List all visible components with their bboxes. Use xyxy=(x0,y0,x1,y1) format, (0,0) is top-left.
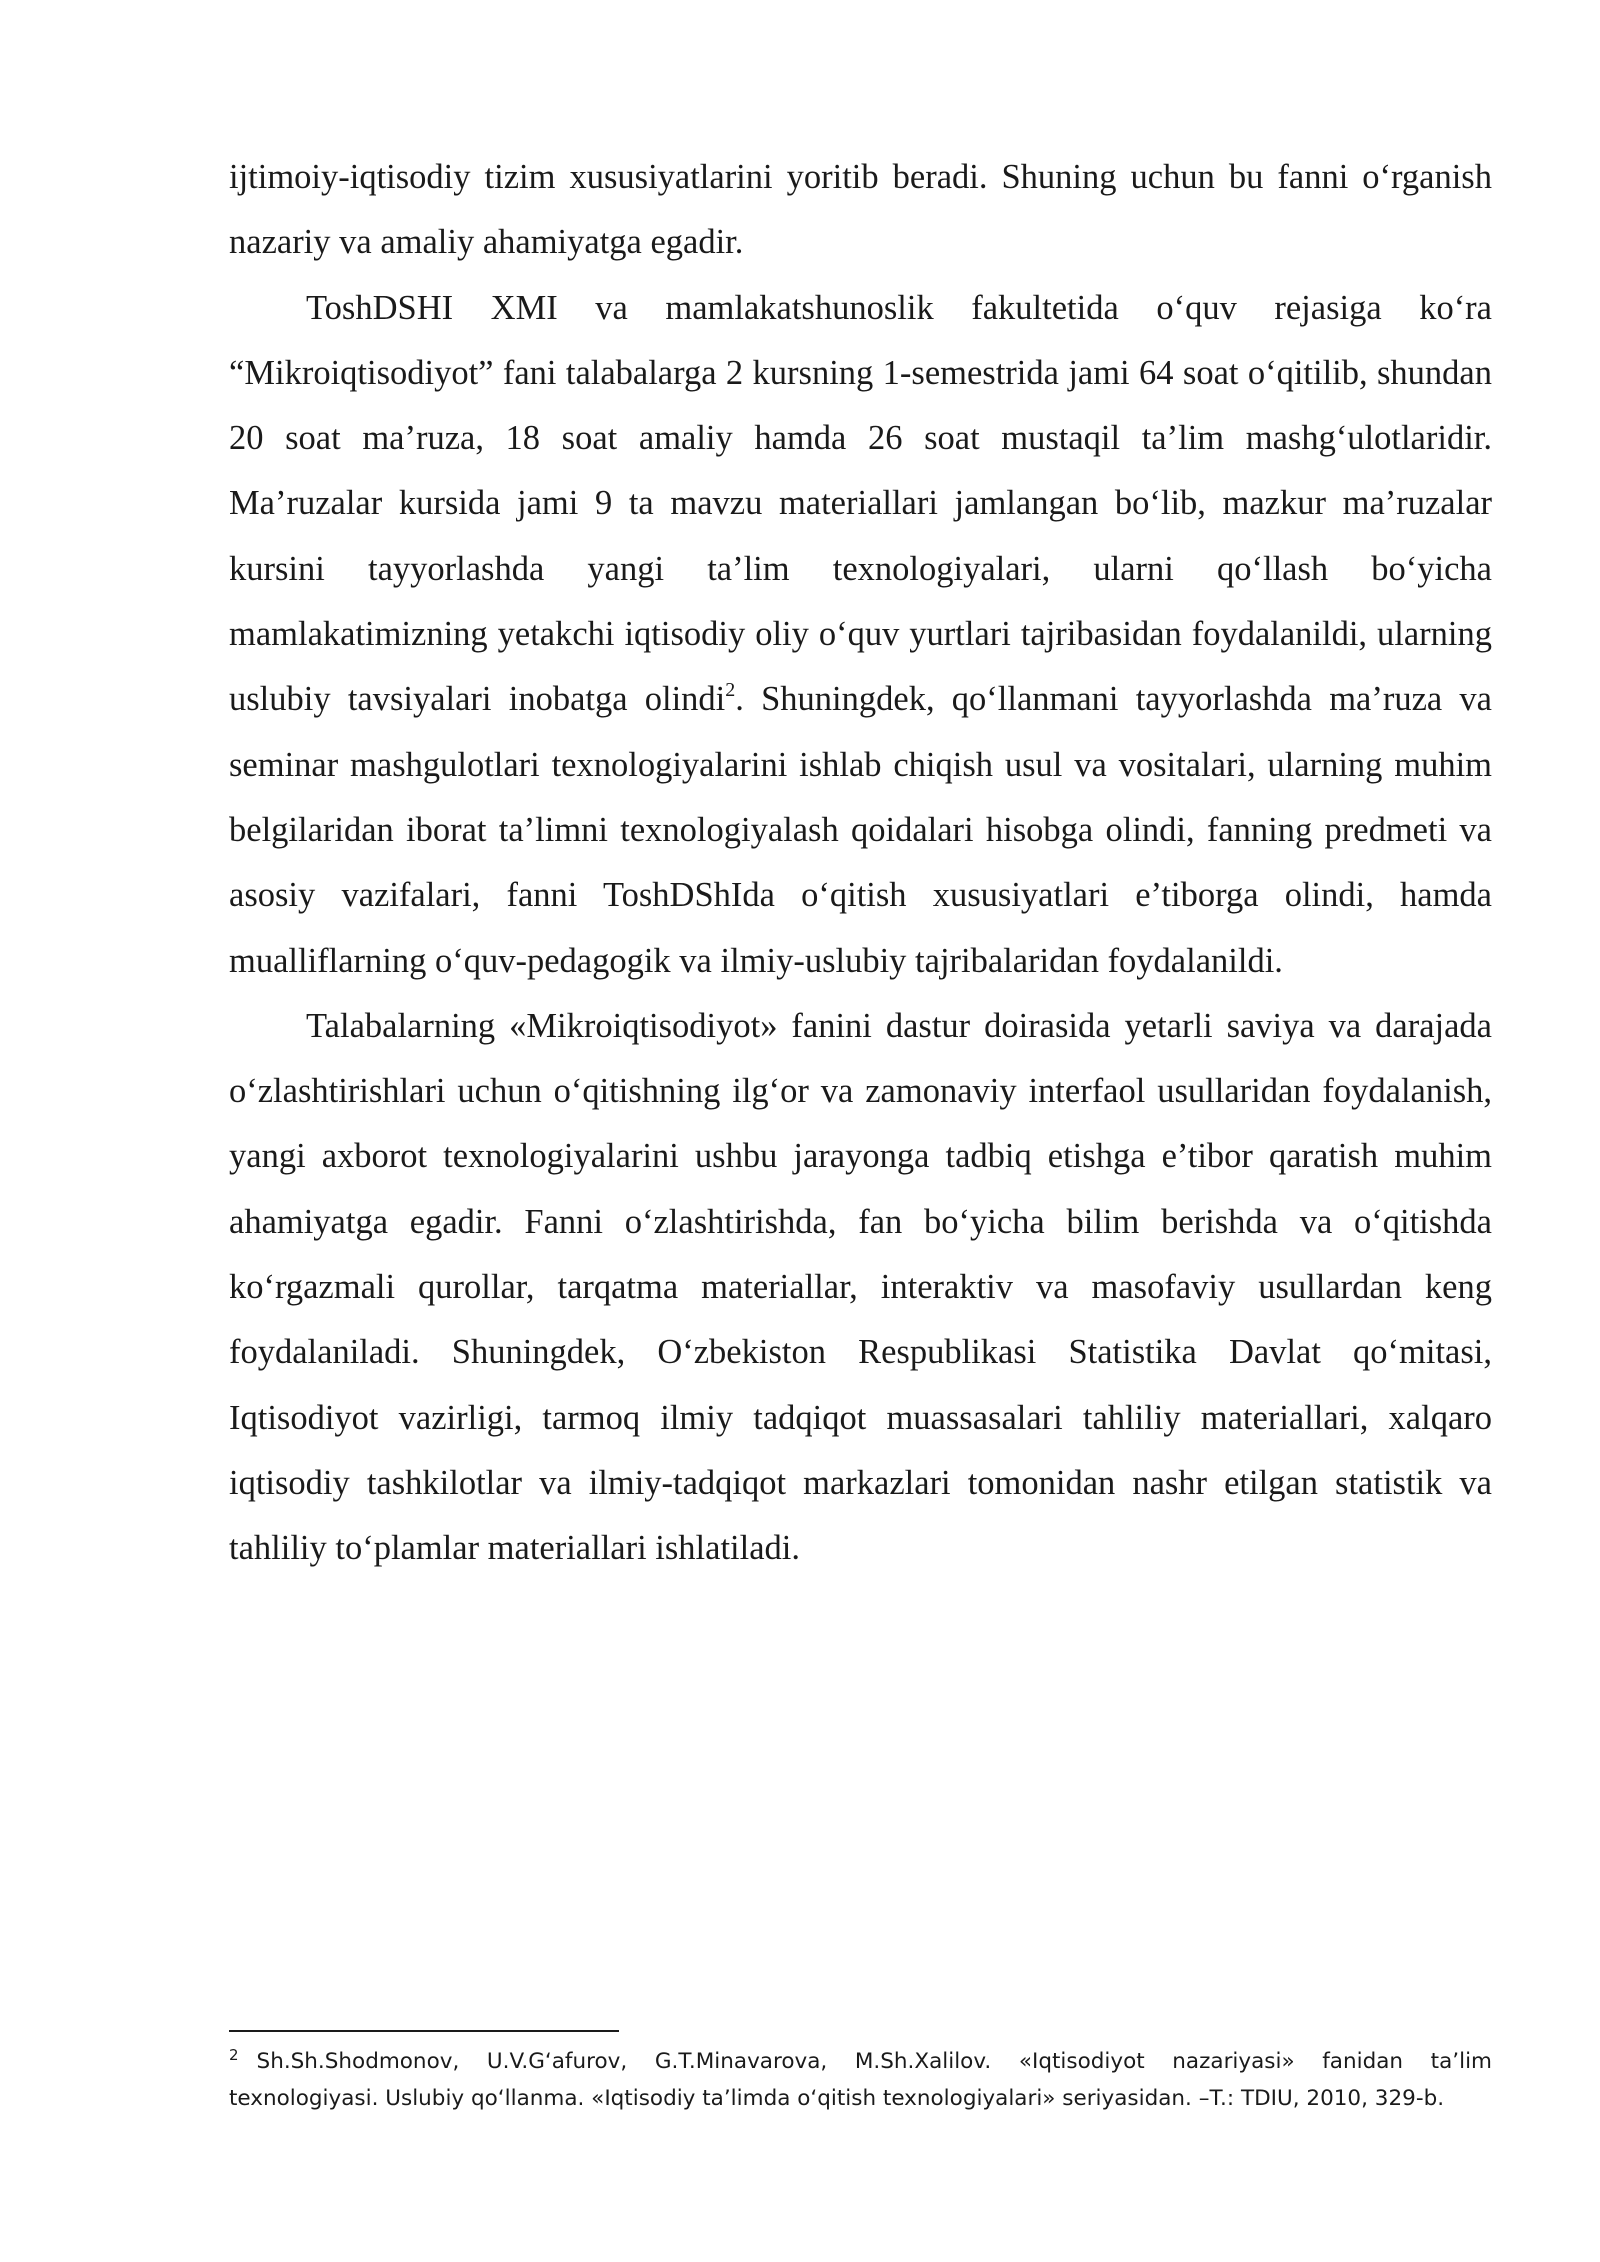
footnote-mark: 2 xyxy=(229,2045,239,2064)
footnote-text: Sh.Sh.Shodmonov, U.V.G‘afurov, G.T.Minavarova, M.Sh.Xalilov. «Iqtisodiyot nazariyasi» fanidan ta’lim texnologiyasi. Uslubiy qo‘llanma. «Iqtisodiy ta’limda o‘qitish texnologiyalari» seriyasidan. –T.: TDIU, 2010, 329-b. xyxy=(229,2049,1492,2111)
footnote-reference[interactable]: 2 xyxy=(725,678,736,701)
footnote xyxy=(229,2043,1492,2117)
footnote-separator xyxy=(229,2030,619,2032)
paragraph-3: Talabalarning «Mikroiqtisodiyot» fanini dastur doirasida yetarli saviya va darajada o‘zlashtirishlari uchun o‘qitishning ilg‘or va zamonaviy interfaol usullaridan foydalanish, yangi axborot texnologiyalarini ushbu jarayonga tadbiq etishga e’tibor qaratish muhim ahamiyatga egadir. Fanni o‘zlashtirishda, fan bo‘yicha bilim berishda va o‘qitishda ko‘rgazmali qurollar, tarqatma materiallar, interaktiv va masofaviy usullardan keng foydalaniladi. Shuningdek, O‘zbekiston Respublikasi Statistika Davlat qo‘mitasi, Iqtisodiyot vazirligi, tarmoq ilmiy tadqiqot muassasalari tahliliy materiallari, xalqaro iqtisodiy tashkilotlar va ilmiy-tadqiqot markazlari tomonidan nashr etilgan statistik va tahliliy to‘plamlar materiallari ishlatiladi. xyxy=(229,1006,1492,1568)
paragraph-1: ijtimoiy-iqtisodiy tizim xususiyatlarini yoritib beradi. Shuning uchun bu fanni o‘rganish nazariy va amaliy ahamiyatga egadir. xyxy=(229,158,1492,262)
paragraph-2-text-after-ref: . Shuningdek, qo‘llanmani tayyorlashda ma’ruza va seminar mashgulotlari texnologiyalarini ishlab chiqish usul va vositalari, ularning muhim belgilaridan iborat ta’limni texnologiyalash qoidalari hisobga olindi, fanning predmeti va asosiy vazifalari, fanni ToshDShIda o‘qitish xususiyatlari e’tiborga olindi, hamda mualliflarning o‘quv-pedagogik va ilmiy-uslubiy tajribalaridan foydalanildi. xyxy=(229,680,1492,980)
document-body xyxy=(229,145,1492,1582)
paragraph-2-text-before-ref: ToshDSHI XMI va mamlakatshunoslik fakultetida o‘quv rejasiga ko‘ra “Mikroiqtisodiyot” fani talabalarga 2 kursning 1-semestrida jami 64 soat o‘qitilib, shundan 20 soat ma’ruza, 18 soat amaliy hamda 26 soat mustaqil ta’lim mashg‘ulotlaridir. Ma’ruzalar kursida jami 9 ta mavzu materiallari jamlangan bo‘lib, mazkur ma’ruzalar kursini tayyorlashda yangi ta’lim texnologiyalari, ularni qo‘llash bo‘yicha mamlakatimizning yetakchi iqtisodiy oliy o‘quv yurtlari tajribasidan foydalanildi, ularning uslubiy tavsiyalari inobatga olindi xyxy=(229,288,1492,719)
paragraph-2 xyxy=(229,276,1492,994)
